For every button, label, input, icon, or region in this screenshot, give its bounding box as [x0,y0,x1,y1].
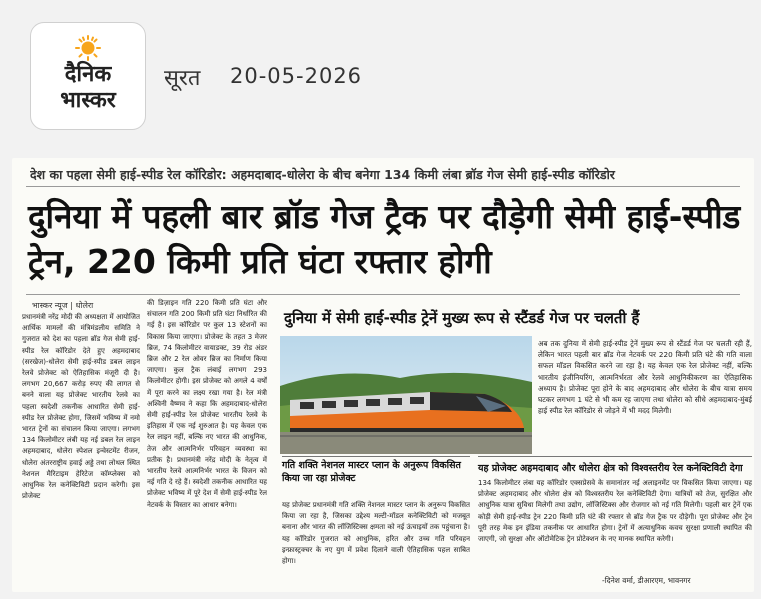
logo-text-line2: भास्कर [60,88,116,113]
sidebar-box-connectivity [478,456,752,479]
edition-date: 20-05-2026 [230,64,363,88]
article-column-4: यह प्रोजेक्ट प्रधानमंत्री गति शक्ति नेशनल मास्टर प्लान के अनुरूप विकसित किया जा रहा है, जिसका उद्देश्य मल्टी-मॉडल कनेक्टिविटी को मजबूत बनाना और भारत की लॉजिस्टिक्स क्षमता को नई ऊंचाइयों तक पहुंचाना है। यह कॉरिडोर गुजरात को आधुनिक, हरित और उच्च गति परिवहन इन्फ्रास्ट्रक्चर के नए युग में प्रवेश दिलाने वाली ऐतिहासिक पहल साबित होगा। [282,501,470,566]
article-subheading: दुनिया में सेमी हाई-स्पीड ट्रेनें मुख्य रूप से स्टैंडर्ड गेज पर चलती हैं [284,309,640,327]
sun-icon [75,35,101,61]
edition-city: सूरत [164,66,201,91]
article-headline: दुनिया में पहली बार ब्रॉड गेज ट्रैक पर दौड़ेगी सेमी हाई-स्पीड ट्रेन, 220 किमी प्रति घंटा रफ्तार होगी [28,197,741,281]
quote-author: -दिनेश वर्मा, डीआरएम, भावनगर [602,576,691,585]
sidebar-box-title: गति शक्ति नेशनल मास्टर प्लान के अनुरूप विकसित किया जा रहा प्रोजेक्ट [282,460,461,484]
train-photo [280,336,532,454]
divider [26,186,740,187]
app-header [0,0,761,150]
sidebar-box-gati-shakti [282,456,470,497]
dainik-bhaskar-logo[interactable] [30,22,146,130]
article-column-1: प्रधानमंत्री नरेंद्र मोदी की अध्यक्षता में आयोजित आर्थिक मामलों की मंत्रिमंडलीय समिति ने गुजरात को देश का पहला ब्रॉड गेज सेमी हाई-स्पीड रेल कॉरिडोर देते हुए अहमदाबाद (सरखेज)-धोलेरा सेमी हाई-स्पीड डबल लाइन रेलवे प्रोजेक्ट को ऐतिहासिक मंजूरी दी है। लगभग 20,667 करोड़ रुपए की लागत से बनने वाला यह प्रोजेक्ट भारतीय रेलवे का पहला स्वदेशी तकनीक आधारित सेमी हाई-स्पीड रेल प्रोजेक्ट होगा, जिसमें भविष्य में नमो भारत ट्रेनों का संचालन किया जाएगा। लगभग 134 किलोमीटर लंबी यह नई डबल रेल लाइन अहमदाबाद, धोलेरा स्पेशल इन्वेस्टमेंट रीजन, धोलेरा अंतरराष्ट्रीय हवाई अड्डे तथा लोथल स्थित नेशनल मैरिटाइम हेरिटेज कॉम्प्लेक्स को आधुनिक रेल कनेक्टिविटी प्रदान करेगी। इस प्रोजेक्ट [22,313,140,501]
article-column-5: 134 किलोमीटर लंबा यह कॉरिडोर एक्सप्रेसवे के समानांतर नई अलाइनमेंट पर विकसित किया जाएगा। यह प्रोजेक्ट अहमदाबाद और धोलेरा क्षेत्र को विश्वस्तरीय रेल कनेक्टिविटी देगा। यात्रियों को तेज, सुरक्षित और आधुनिक यात्रा सुविधा मिलेगी तथा उद्योग, लॉजिस्टिक्स और रोजगार को नई गति मिलेगी। पहली बार ट्रेनें एक कोड़ी सेमी हाई-स्पीड ट्रेन 220 किमी प्रति घंटे की रफ्तार से ब्रॉड गेज ट्रैक पर दौड़ेगी। पूरा प्रोजेक्ट और ट्रेन पूरी तरह मेक इन इंडिया तकनीक पर आधारित होगा। ट्रेनों में अत्याधुनिक कवच सुरक्षा प्रणाली स्थापित की जाएगी, जो सुरक्षा और ऑटोमेटिक ट्रेन प्रोटेक्शन के नए मानक स्थापित करेगी। [478,479,752,544]
sidebar-box-title: यह प्रोजेक्ट अहमदाबाद और धोलेरा क्षेत्र को विश्वस्तरीय रेल कनेक्टिविटी देगा [478,463,743,474]
article-column-2: की डिज़ाइन गति 220 किमी प्रति घंटा और संचालन गति 200 किमी प्रति घंटा निर्धारित की गई है। इस कॉरिडोर पर कुल 13 स्टेशनों का विकास किया जाएगा। प्रोजेक्ट के तहत 3 मेजर ब्रिज, 74 किलोमीटर वायाडक्ट, 39 रोड अंडर ब्रिज और 2 रेल ओवर ब्रिज का निर्माण किया जाएगा। कुल ट्रैक लंबाई लगभग 293 किलोमीटर होगी। इस प्रोजेक्ट को अगले 4 वर्षों में पूरा करने का लक्ष्य रखा गया है। रेल मंत्री अश्विनी वैष्णव ने कहा कि अहमदाबाद-धोलेरा सेमी हाई-स्पीड रेल प्रोजेक्ट भारतीय रेलवे के इतिहास में एक नई शुरुआत है। यह केवल एक रेल लाइन नहीं, बल्कि नए भारत की आधुनिक, तेज और आत्मनिर्भर परिवहन व्यवस्था का प्रतीक है। प्रधानमंत्री नरेंद्र मोदी के नेतृत्व में भारतीय रेलवे आत्मनिर्भर भारत के विजन को नई गति दे रहे हैं। स्वदेशी तकनीक आधारित यह प्रोजेक्ट भविष्य में पूरे देश में सेमी हाई-स्पीड रेल नेटवर्क के विस्तार का आधार बनेगा। [147,299,267,509]
news-clipping[interactable] [12,158,754,592]
article-kicker: देश का पहला सेमी हाई-स्पीड रेल कॉरिडोर: अहमदाबाद-धोलेरा के बीच बनेगा 134 किमी लंबा ब्रॉड गेज सेमी हाई-स्पीड कॉरिडोर [30,167,615,182]
article-column-3: अब तक दुनिया में सेमी हाई-स्पीड ट्रेनें मुख्य रूप से स्टैंडर्ड गेज पर चलती रही हैं, लेकिन भारत पहली बार ब्रॉड गेज नेटवर्क पर 220 किमी प्रति घंटे की गति वाला सफल मॉडल विकसित करने जा रहा है। यह केवल एक रेल प्रोजेक्ट नहीं, बल्कि भारतीय इंजीनियरिंग, आत्मनिर्भरता और रेलवे आधुनिकीकरण का ऐतिहासिक अध्याय है। प्रोजेक्ट पूरा होने के बाद अहमदाबाद और धोलेरा के बीच यात्रा समय घटकर लगभग 1 घंटे से भी कम रह जाएगा तथा धोलेरा को सीधे अहमदाबाद-मुंबई हाई स्पीड रेल कॉरिडोर से जोड़ने में भी मदद मिलेगी। [538,339,752,416]
divider [26,294,740,295]
logo-text-line1: दैनिक [64,62,112,87]
article-byline: भास्कर न्यूज | धोलेरा [32,301,94,310]
